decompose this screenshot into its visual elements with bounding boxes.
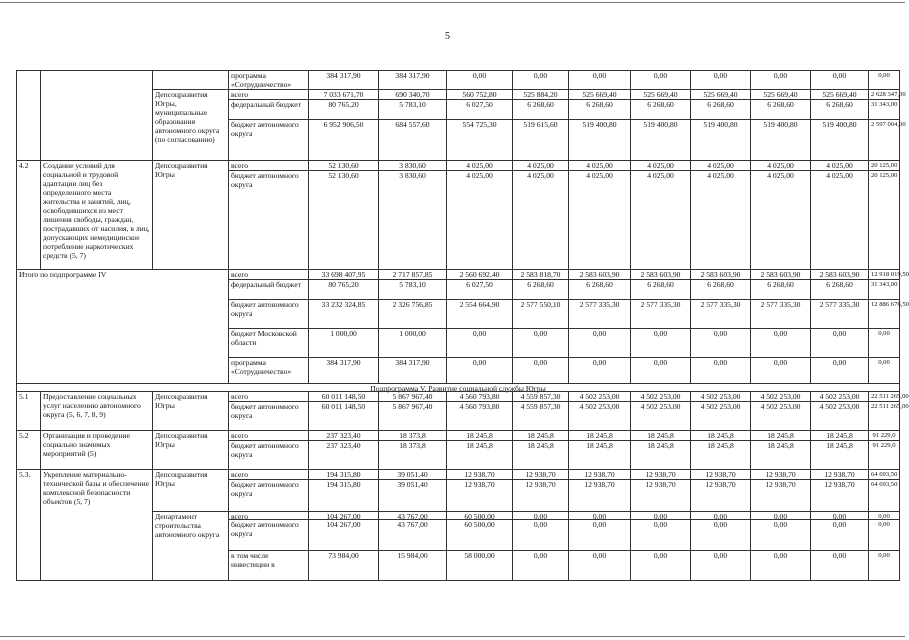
measure-title: Укрепление материально-технической базы и обеспечение комплексной безопасности объектов (5, 7) <box>40 469 153 581</box>
amount-cell: 525 669,40 <box>810 89 869 100</box>
amount-cell: 39 051,40 <box>378 479 447 512</box>
amount-cell: 2 583 818,70 <box>512 269 569 280</box>
amount-cell: 4 502 253,00 <box>690 401 751 431</box>
amount-cell: 6 027,50 <box>446 99 513 120</box>
amount-cell: 0,00 <box>868 519 900 551</box>
amount-cell: 1 000,00 <box>308 328 379 358</box>
amount-cell: 2 583 603,90 <box>810 269 869 280</box>
amount-cell: 18 245,8 <box>690 430 751 441</box>
amount-cell: 4 025,00 <box>690 160 751 171</box>
amount-cell: 5 783,10 <box>378 279 447 300</box>
amount-cell: 0,00 <box>568 70 631 90</box>
amount-cell: 18 373,8 <box>378 440 447 470</box>
amount-cell: 12 938,70 <box>750 469 811 480</box>
executor-cell: Депсоцразвития Югры, муниципальные образования автономного округа (по согласованию) <box>152 89 229 161</box>
amount-cell: 43 767,00 <box>378 511 447 520</box>
budget-source: бюджет Московской области <box>228 328 309 358</box>
amount-cell: 0,00 <box>512 519 569 551</box>
amount-cell: 104 267,00 <box>308 511 379 520</box>
row-number: 5.2 <box>16 430 41 470</box>
amount-cell: 0,00 <box>868 550 900 581</box>
amount-cell: 12 938,70 <box>630 479 691 512</box>
budget-source: всего <box>228 430 309 441</box>
amount-cell: 0,00 <box>630 519 691 551</box>
amount-cell: 0,00 <box>568 511 631 520</box>
amount-cell: 0,00 <box>810 357 869 384</box>
amount-cell: 0,00 <box>512 328 569 358</box>
measure-title: Организация и проведение социально значимых мероприятий (5) <box>40 430 153 470</box>
amount-cell: 525 669,40 <box>750 89 811 100</box>
amount-cell: 4 560 793,80 <box>446 391 513 402</box>
amount-cell: 60 500,00 <box>446 519 513 551</box>
amount-cell: 2 577 335,30 <box>630 299 691 329</box>
amount-cell: 18 245,8 <box>568 440 631 470</box>
amount-cell: 12 938,70 <box>810 469 869 480</box>
amount-cell: 519 400,80 <box>690 119 751 161</box>
amount-cell: 18 245,8 <box>630 440 691 470</box>
subprogram-header: Подпрограмма V. Развитие социальной службы Югры <box>16 383 900 392</box>
amount-cell: 0,00 <box>446 357 513 384</box>
amount-cell: 0,00 <box>512 70 569 90</box>
amount-cell: 0,00 <box>750 550 811 581</box>
amount-cell: 33 232 324,85 <box>308 299 379 329</box>
budget-source: бюджет автономного округа <box>228 401 309 431</box>
amount-cell: 6 268,60 <box>630 99 691 120</box>
amount-cell: 525 669,40 <box>568 89 631 100</box>
amount-cell: 0,00 <box>810 328 869 358</box>
amount-cell: 18 245,8 <box>446 440 513 470</box>
amount-cell: 2 717 857,85 <box>378 269 447 280</box>
amount-cell: 0,00 <box>568 519 631 551</box>
amount-cell: 6 268,60 <box>568 99 631 120</box>
amount-cell: 690 340,70 <box>378 89 447 100</box>
amount-cell: 0,00 <box>446 70 513 90</box>
amount-cell: 6 952 906,50 <box>308 119 379 161</box>
amount-cell: 0,00 <box>568 357 631 384</box>
amount-cell: 4 025,00 <box>446 170 513 270</box>
amount-cell: 12 938,70 <box>568 479 631 512</box>
executor-cell: Депсоцразвития Югры <box>152 391 229 431</box>
amount-cell: 2 577 335,30 <box>810 299 869 329</box>
amount-cell: 4 025,00 <box>690 170 751 270</box>
amount-cell: 39 051,40 <box>378 469 447 480</box>
amount-cell: 4 502 253,00 <box>690 391 751 402</box>
amount-cell: 4 502 253,00 <box>750 401 811 431</box>
budget-source: всего <box>228 469 309 480</box>
amount-cell: 384 317,90 <box>378 357 447 384</box>
amount-cell: 4 502 253,00 <box>630 401 691 431</box>
amount-cell: 554 725,30 <box>446 119 513 161</box>
amount-cell: 12 938,70 <box>446 469 513 480</box>
amount-cell: 7 033 671,70 <box>308 89 379 100</box>
amount-cell: 2 628 347,00 <box>868 89 900 100</box>
page-number: 5 <box>445 31 450 42</box>
budget-source: в том числе инвестиции в <box>228 550 309 581</box>
amount-cell: 60 500,00 <box>446 511 513 520</box>
amount-cell: 20 125,00 <box>868 160 900 171</box>
amount-cell: 384 317,90 <box>308 70 379 90</box>
amount-cell: 4 560 793,80 <box>446 401 513 431</box>
amount-cell: 4 502 253,00 <box>750 391 811 402</box>
amount-cell: 4 025,00 <box>512 160 569 171</box>
amount-cell: 2 597 004,00 <box>868 119 900 161</box>
amount-cell: 12 938,70 <box>690 469 751 480</box>
amount-cell: 0,00 <box>512 550 569 581</box>
amount-cell: 20 125,00 <box>868 170 900 270</box>
subtotal-title: Итого по подпрограмме IV <box>16 269 229 384</box>
measure-title: Предоставление социальных услуг населению автономного округа (5, 6, 7, 8, 9) <box>40 391 153 431</box>
budget-source: всего <box>228 160 309 171</box>
amount-cell: 0,00 <box>568 328 631 358</box>
amount-cell: 12 938,70 <box>630 469 691 480</box>
amount-cell: 0,00 <box>750 511 811 520</box>
amount-cell: 4 025,00 <box>750 170 811 270</box>
amount-cell: 0,00 <box>868 328 900 358</box>
amount-cell: 519 400,80 <box>810 119 869 161</box>
amount-cell: 4 502 253,00 <box>810 401 869 431</box>
amount-cell: 6 268,60 <box>568 279 631 300</box>
amount-cell: 4 025,00 <box>630 170 691 270</box>
amount-cell: 6 268,60 <box>690 99 751 120</box>
amount-cell: 80 765,20 <box>308 99 379 120</box>
amount-cell: 519 400,80 <box>568 119 631 161</box>
amount-cell: 0,00 <box>690 511 751 520</box>
amount-cell: 18 245,8 <box>630 430 691 441</box>
budget-source: бюджет автономного округа <box>228 170 309 270</box>
amount-cell: 4 025,00 <box>630 160 691 171</box>
amount-cell: 194 315,80 <box>308 479 379 512</box>
amount-cell: 0,00 <box>630 357 691 384</box>
budget-source: всего <box>228 511 309 520</box>
amount-cell: 60 011 148,50 <box>308 401 379 431</box>
amount-cell: 237 323,40 <box>308 430 379 441</box>
amount-cell: 560 752,80 <box>446 89 513 100</box>
amount-cell: 2 560 692,40 <box>446 269 513 280</box>
amount-cell: 91 229,0 <box>868 430 900 441</box>
amount-cell: 12 938,70 <box>810 479 869 512</box>
measure-title: Создание условий для социальной и трудовой адаптации лиц без определенного места жительства и занятий, лиц, освободившихся из мест лишения свободы, граждан, пострадавших от насилия, в лиц, допускающих немедицинское потребление наркотических средств (5, 7) <box>40 160 153 270</box>
amount-cell: 237 323,40 <box>308 440 379 470</box>
amount-cell: 4 559 857,30 <box>512 391 569 402</box>
amount-cell: 0,00 <box>868 357 900 384</box>
amount-cell: 18 245,8 <box>512 430 569 441</box>
amount-cell: 6 268,60 <box>512 99 569 120</box>
amount-cell: 2 583 603,90 <box>568 269 631 280</box>
amount-cell: 0,00 <box>630 328 691 358</box>
amount-cell: 0,00 <box>750 519 811 551</box>
budget-source: программа «Сотрудничество» <box>228 70 309 90</box>
amount-cell: 4 025,00 <box>750 160 811 171</box>
amount-cell: 0,00 <box>810 550 869 581</box>
budget-source: программа «Сотрудничество» <box>228 357 309 384</box>
amount-cell: 6 268,60 <box>810 99 869 120</box>
amount-cell: 1 000,00 <box>378 328 447 358</box>
amount-cell: 0,00 <box>690 519 751 551</box>
amount-cell: 6 268,60 <box>512 279 569 300</box>
amount-cell: 4 502 253,00 <box>810 391 869 402</box>
measure-empty <box>40 70 153 161</box>
amount-cell: 3 830,60 <box>378 160 447 171</box>
amount-cell: 3 830,60 <box>378 170 447 270</box>
budget-source: бюджет автономного округа <box>228 479 309 512</box>
amount-cell: 64 693,50 <box>868 469 900 480</box>
amount-cell: 22 511 265,00 <box>868 391 900 402</box>
amount-cell: 2 326 756,85 <box>378 299 447 329</box>
amount-cell: 12 938,70 <box>750 479 811 512</box>
amount-cell: 6 027,50 <box>446 279 513 300</box>
amount-cell: 18 245,8 <box>446 430 513 441</box>
row-number: 5.3. <box>16 469 41 581</box>
amount-cell: 18 245,8 <box>810 430 869 441</box>
amount-cell: 64 693,50 <box>868 479 900 512</box>
amount-cell: 18 373,8 <box>378 430 447 441</box>
amount-cell: 0,00 <box>690 550 751 581</box>
row-number: 4.2 <box>16 160 41 270</box>
amount-cell: 12 918 019,50 <box>868 269 900 280</box>
budget-source: бюджет автономного округа <box>228 119 309 161</box>
amount-cell: 519 400,80 <box>630 119 691 161</box>
amount-cell: 4 025,00 <box>446 160 513 171</box>
amount-cell: 684 557,60 <box>378 119 447 161</box>
amount-cell: 91 229,0 <box>868 440 900 470</box>
amount-cell: 0,00 <box>568 550 631 581</box>
amount-cell: 52 130,60 <box>308 160 379 171</box>
amount-cell: 384 317,90 <box>378 70 447 90</box>
amount-cell: 4 025,00 <box>568 170 631 270</box>
amount-cell: 2 577 550,10 <box>512 299 569 329</box>
amount-cell: 6 268,60 <box>750 99 811 120</box>
amount-cell: 2 583 603,90 <box>630 269 691 280</box>
amount-cell: 2 583 603,90 <box>750 269 811 280</box>
amount-cell: 525 669,40 <box>690 89 751 100</box>
amount-cell: 2 577 335,30 <box>690 299 751 329</box>
amount-cell: 5 867 967,40 <box>378 391 447 402</box>
budget-source: федеральный бюджет <box>228 279 309 300</box>
amount-cell: 12 938,70 <box>568 469 631 480</box>
executor-empty <box>152 70 229 90</box>
amount-cell: 0,00 <box>630 70 691 90</box>
amount-cell: 12 886 676,50 <box>868 299 900 329</box>
executor-cell: Депсоцразвития Югры <box>152 160 229 270</box>
executor-cell: Депсоцразвития Югры <box>152 469 229 512</box>
amount-cell: 18 245,8 <box>810 440 869 470</box>
budget-source: всего <box>228 269 309 280</box>
amount-cell: 2 577 335,30 <box>750 299 811 329</box>
budget-source: федеральный бюджет <box>228 99 309 120</box>
amount-cell: 18 245,8 <box>750 430 811 441</box>
amount-cell: 4 025,00 <box>568 160 631 171</box>
amount-cell: 33 698 407,95 <box>308 269 379 280</box>
amount-cell: 2 577 335,30 <box>568 299 631 329</box>
row-number: 5.1 <box>16 391 41 431</box>
executor-cell: Департамент строительства автономного округа <box>152 511 229 581</box>
amount-cell: 73 984,00 <box>308 550 379 581</box>
amount-cell: 194 315,80 <box>308 469 379 480</box>
amount-cell: 52 130,60 <box>308 170 379 270</box>
row-number-empty <box>16 70 41 161</box>
budget-source: всего <box>228 391 309 402</box>
amount-cell: 0,00 <box>868 511 900 520</box>
amount-cell: 0,00 <box>690 357 751 384</box>
amount-cell: 0,00 <box>868 70 900 90</box>
amount-cell: 12 938,70 <box>690 479 751 512</box>
amount-cell: 0,00 <box>630 550 691 581</box>
amount-cell: 4 502 253,00 <box>568 391 631 402</box>
amount-cell: 18 245,8 <box>690 440 751 470</box>
amount-cell: 12 938,70 <box>446 479 513 512</box>
amount-cell: 0,00 <box>810 511 869 520</box>
amount-cell: 4 502 253,00 <box>568 401 631 431</box>
amount-cell: 43 767,00 <box>378 519 447 551</box>
budget-source: бюджет автономного округа <box>228 440 309 470</box>
amount-cell: 0,00 <box>690 70 751 90</box>
amount-cell: 4 025,00 <box>512 170 569 270</box>
amount-cell: 22 511 265,00 <box>868 401 900 431</box>
amount-cell: 5 867 967,40 <box>378 401 447 431</box>
amount-cell: 0,00 <box>512 357 569 384</box>
amount-cell: 12 938,70 <box>512 479 569 512</box>
amount-cell: 6 268,60 <box>750 279 811 300</box>
amount-cell: 2 554 664,90 <box>446 299 513 329</box>
amount-cell: 0,00 <box>810 70 869 90</box>
amount-cell: 0,00 <box>750 328 811 358</box>
amount-cell: 519 615,60 <box>512 119 569 161</box>
amount-cell: 31 343,00 <box>868 99 900 120</box>
amount-cell: 0,00 <box>750 70 811 90</box>
amount-cell: 58 000,00 <box>446 550 513 581</box>
amount-cell: 31 343,00 <box>868 279 900 300</box>
amount-cell: 2 583 603,90 <box>690 269 751 280</box>
budget-source: всего <box>228 89 309 100</box>
amount-cell: 104 267,00 <box>308 519 379 551</box>
amount-cell: 5 783,10 <box>378 99 447 120</box>
budget-source: бюджет автономного округа <box>228 519 309 551</box>
executor-cell: Депсоцразвития Югры <box>152 430 229 470</box>
amount-cell: 6 268,60 <box>630 279 691 300</box>
amount-cell: 525 884,20 <box>512 89 569 100</box>
amount-cell: 4 502 253,00 <box>630 391 691 402</box>
amount-cell: 18 245,8 <box>568 430 631 441</box>
budget-source: бюджет автономного округа <box>228 299 309 329</box>
amount-cell: 0,00 <box>810 519 869 551</box>
amount-cell: 0,00 <box>512 511 569 520</box>
amount-cell: 0,00 <box>446 328 513 358</box>
amount-cell: 0,00 <box>750 357 811 384</box>
amount-cell: 4 025,00 <box>810 170 869 270</box>
amount-cell: 18 245,8 <box>512 440 569 470</box>
amount-cell: 80 765,20 <box>308 279 379 300</box>
amount-cell: 525 669,40 <box>630 89 691 100</box>
amount-cell: 4 025,00 <box>810 160 869 171</box>
amount-cell: 384 317,90 <box>308 357 379 384</box>
amount-cell: 6 268,60 <box>810 279 869 300</box>
amount-cell: 6 268,60 <box>690 279 751 300</box>
amount-cell: 0,00 <box>630 511 691 520</box>
amount-cell: 12 938,70 <box>512 469 569 480</box>
amount-cell: 0,00 <box>690 328 751 358</box>
amount-cell: 60 011 148,50 <box>308 391 379 402</box>
amount-cell: 15 984,00 <box>378 550 447 581</box>
amount-cell: 18 245,8 <box>750 440 811 470</box>
amount-cell: 519 400,80 <box>750 119 811 161</box>
amount-cell: 4 559 857,30 <box>512 401 569 431</box>
